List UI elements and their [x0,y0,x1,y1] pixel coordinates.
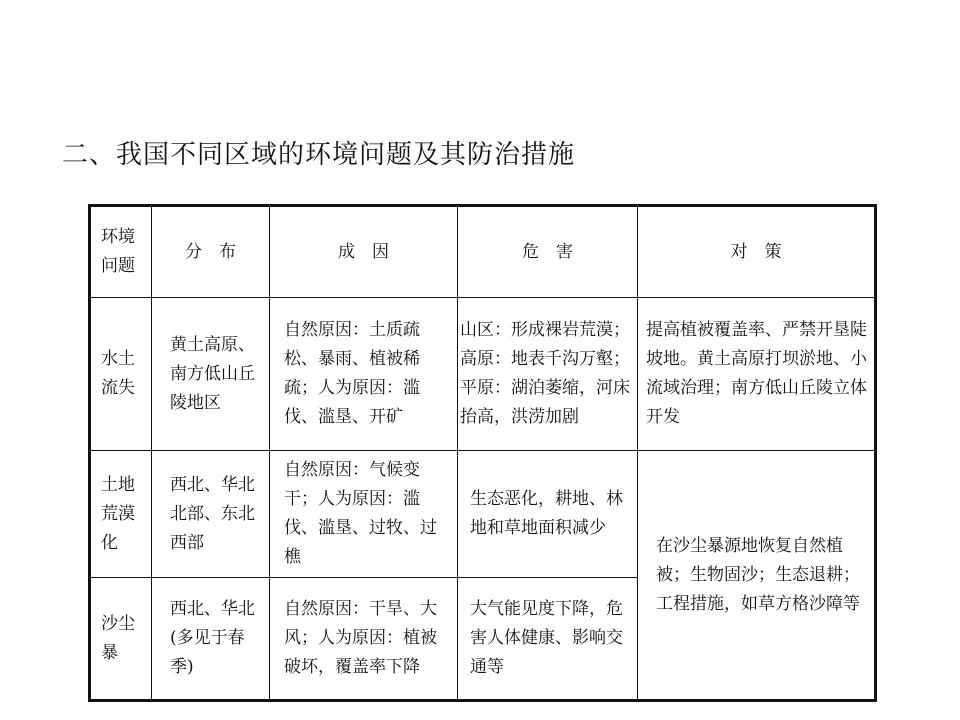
cell-issue: 沙尘暴 [90,578,152,701]
header-issue: 环境问题 [90,206,152,298]
cell-distribution: 黄土高原、南方低山丘陵地区 [152,298,270,451]
header-distribution: 分 布 [152,206,270,298]
header-cause: 成 因 [270,206,458,298]
header-measures: 对 策 [638,206,876,298]
environment-issues-table [88,204,877,702]
cell-issue: 土地荒漠化 [90,451,152,578]
table-row [90,298,876,451]
table-header-row [90,206,876,298]
cell-cause: 自然原因：土质疏松、暴雨、植被稀疏；人为原因：滥伐、滥垦、开矿 [270,298,458,451]
cell-measures: 提高植被覆盖率、严禁开垦陡坡地。黄土高原打坝淤地、小流域治理；南方低山丘陵立体开发 [638,298,876,451]
cell-distribution: 西北、华北(多见于春季) [152,578,270,701]
cell-issue: 水土流失 [90,298,152,451]
cell-harm: 山区：形成裸岩荒漠；高原：地表千沟万壑；平原：湖泊萎缩，河床抬高，洪涝加剧 [458,298,638,451]
cell-distribution: 西北、华北北部、东北西部 [152,451,270,578]
table-row [90,451,876,578]
cell-harm: 生态恶化，耕地、林地和草地面积减少 [458,451,638,578]
page-title: 二、我国不同区域的环境问题及其防治措施 [62,140,576,170]
cell-measures-merged: 在沙尘暴源地恢复自然植被；生物固沙；生态退耕；工程措施，如草方格沙障等 [638,451,876,701]
cell-cause: 自然原因：气候变干；人为原因：滥伐、滥垦、过牧、过樵 [270,451,458,578]
header-harm: 危 害 [458,206,638,298]
cell-cause: 自然原因：干旱、大风；人为原因：植被破坏，覆盖率下降 [270,578,458,701]
cell-harm: 大气能见度下降，危害人体健康、影响交通等 [458,578,638,701]
